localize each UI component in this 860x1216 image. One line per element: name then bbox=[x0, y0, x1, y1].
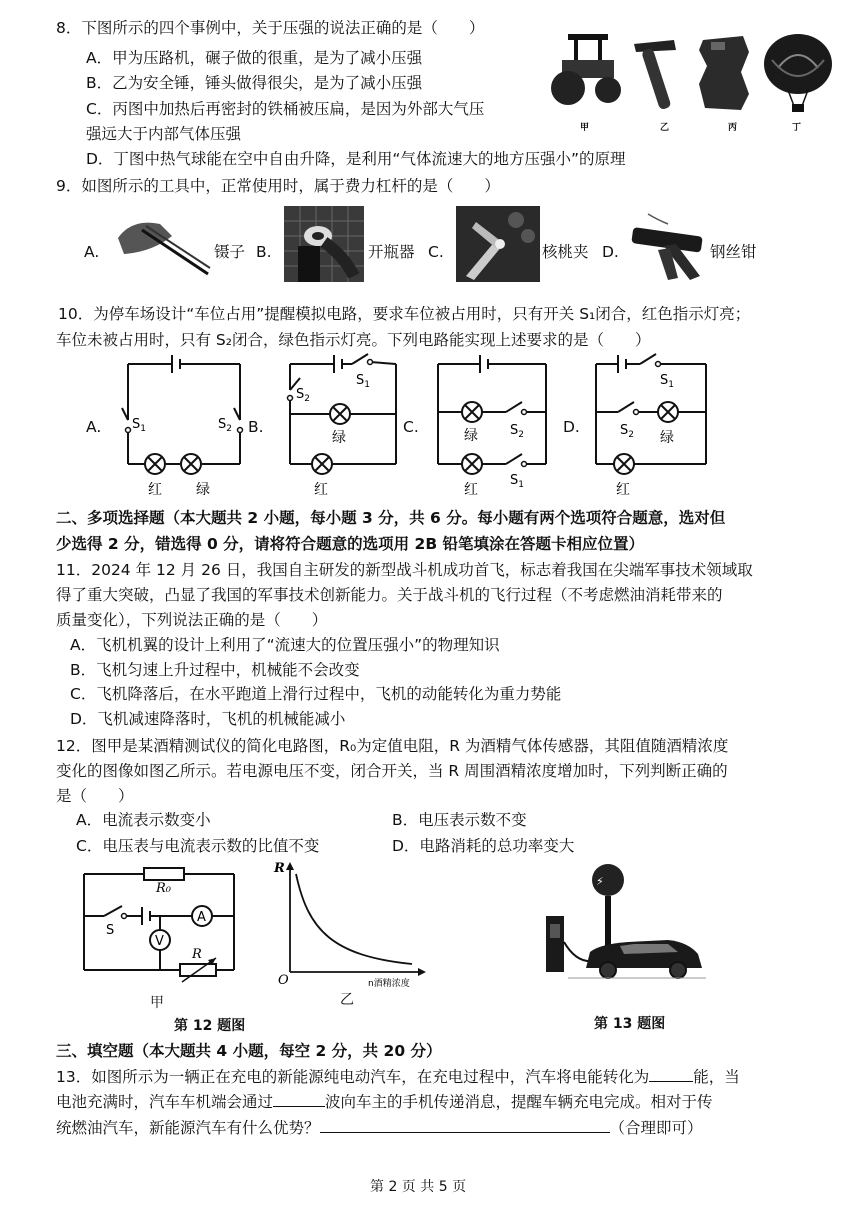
q9-option-a-label: 镊子 bbox=[214, 243, 246, 261]
q10-circuit-d-letter: D. bbox=[563, 418, 580, 436]
red-lamp-icon bbox=[462, 454, 482, 474]
switch-label: $S_1$ bbox=[132, 417, 146, 434]
red-lamp-icon bbox=[145, 454, 165, 474]
tweezers-image bbox=[112, 208, 212, 280]
nutcracker-image bbox=[456, 206, 540, 282]
section-3-heading: 三、填空题（本大题共 4 小题，每空 2 分，共 20 分） bbox=[56, 1042, 442, 1060]
q13-line-1 bbox=[56, 1066, 740, 1087]
q13-figure-caption: 第 13 题图 bbox=[594, 1016, 666, 1032]
safety-hammer-image bbox=[630, 38, 690, 114]
red-label: 红 bbox=[616, 482, 630, 498]
circuit-a-diagram bbox=[120, 350, 250, 500]
q12-option-b: B．电压表示数不变 bbox=[392, 811, 527, 829]
road-roller-image bbox=[548, 30, 624, 112]
q10-line-2: 车位未被占用时，只有 S₂闭合，绿色指示灯亮。下列电路能实现上述要求的是（ ） bbox=[56, 331, 651, 349]
green-lamp-icon bbox=[181, 454, 201, 474]
red-lamp-icon bbox=[614, 454, 634, 474]
bottle-opener-image bbox=[284, 206, 364, 282]
switch-label: $S_2$ bbox=[218, 417, 232, 434]
q11-line-1: 11．2024 年 12 月 26 日，我国自主研发的新型战斗机成功首飞，标志着我国在尖端军事技术领域取 bbox=[56, 561, 753, 579]
q13-line-2 bbox=[56, 1091, 713, 1112]
q9-option-d-label: 钢丝钳 bbox=[710, 243, 757, 261]
q13-line-1-tail: 能，当 bbox=[693, 1068, 740, 1086]
red-label: 红 bbox=[314, 482, 328, 498]
switch-label: $S_2$ bbox=[510, 423, 524, 440]
q9-option-a-letter: A. bbox=[84, 243, 100, 261]
q13-blank-2[interactable] bbox=[273, 1091, 325, 1107]
circuit-b-diagram bbox=[276, 350, 406, 500]
q11-line-3: 质量变化），下列说法正确的是（ ） bbox=[56, 611, 328, 629]
q10-circuit-c-letter: C. bbox=[403, 418, 419, 436]
q10-circuit-a-letter: A. bbox=[86, 418, 102, 436]
voltmeter-icon bbox=[150, 930, 170, 950]
green-lamp-icon bbox=[658, 402, 678, 422]
green-label: 绿 bbox=[332, 430, 346, 446]
q12-line-1: 12．图甲是某酒精测试仪的简化电路图，R₀为定值电阻，R 为酒精气体传感器，其阻值随酒精浓度 bbox=[56, 737, 729, 755]
switch-label: $S_1$ bbox=[510, 473, 524, 490]
q13-line-2-tail: 波向车主的手机传递消息，提醒车辆充电完成。相对于传 bbox=[325, 1093, 713, 1111]
q12-label-yi: 乙 bbox=[340, 992, 354, 1008]
svg-text:⚡: ⚡ bbox=[596, 875, 604, 888]
graph-y-label: R bbox=[274, 861, 285, 876]
ev-charging-image bbox=[538, 862, 708, 982]
wire-cutter-image bbox=[628, 206, 712, 282]
caption-jia: 甲 bbox=[580, 123, 590, 133]
q13-blank-1[interactable] bbox=[649, 1066, 693, 1082]
q9-option-b-letter: B. bbox=[256, 243, 272, 261]
q8-stem: 8．下图所示的四个事例中，关于压强的说法正确的是（ ） bbox=[56, 19, 485, 37]
circuit-d-diagram bbox=[588, 350, 718, 500]
caption-bing: 丙 bbox=[728, 123, 738, 133]
r-label: R bbox=[192, 947, 202, 962]
r0-label: R₀ bbox=[156, 881, 171, 896]
electric-car bbox=[586, 940, 702, 978]
svg-text:A: A bbox=[197, 910, 206, 925]
q12-line-2: 变化的图像如图乙所示。若电源电压不变，闭合开关，当 R 周围酒精浓度增加时，下列判断正确的 bbox=[56, 762, 728, 780]
circuit-c-diagram bbox=[428, 350, 558, 500]
q8-option-d: D．丁图中热气球能在空中自由升降，是利用“气体流速大的地方压强小”的原理 bbox=[86, 150, 626, 168]
caption-ding: 丁 bbox=[792, 123, 802, 133]
page-number: 第 2 页 共 5 页 bbox=[370, 1179, 467, 1195]
q13-line-3 bbox=[56, 1117, 703, 1138]
q11-option-d: D．飞机减速降落时，飞机的机械能减小 bbox=[70, 710, 346, 728]
q12-label-jia: 甲 bbox=[150, 995, 164, 1011]
green-label: 绿 bbox=[464, 428, 478, 444]
q13-line-3-text: 统燃油汽车，新能源汽车有什么优势？ bbox=[56, 1119, 320, 1137]
green-label: 绿 bbox=[660, 430, 674, 446]
red-label: 红 bbox=[148, 482, 162, 498]
q9-option-d-letter: D. bbox=[602, 243, 619, 261]
switch-label: $S_2$ bbox=[296, 387, 310, 404]
red-lamp-icon bbox=[312, 454, 332, 474]
q12-circuit-diagram bbox=[80, 862, 250, 992]
q8-option-c-cont: 强远大于内部气体压强 bbox=[86, 125, 242, 143]
q13-line-2-text: 电池充满时，汽车车机端会通过 bbox=[56, 1093, 274, 1111]
q12-figure-caption: 第 12 题图 bbox=[174, 1018, 246, 1034]
green-lamp-icon bbox=[330, 404, 350, 424]
q12-option-d: D．电路消耗的总功率变大 bbox=[392, 837, 575, 855]
q8-option-c: C．丙图中加热后再密封的铁桶被压扁，是因为外部大气压 bbox=[86, 100, 485, 118]
ammeter-icon bbox=[192, 906, 212, 926]
q13-line-1-text: 13．如图所示为一辆正在充电的新能源纯电动汽车，在充电过程中，汽车将电能转化为 bbox=[56, 1068, 650, 1086]
q10-line-1: 10．为停车场设计“车位占用”提醒模拟电路，要求车位被占用时，只有开关 S₁闭合，红色指示灯亮； bbox=[58, 305, 751, 323]
section-2-heading: 二、多项选择题（本大题共 2 小题，每小题 3 分，共 6 分。每小题有两个选项符合题意，选对但 bbox=[56, 509, 726, 527]
green-label: 绿 bbox=[196, 482, 210, 498]
q11-option-b: B．飞机匀速上升过程中，机械能不会改变 bbox=[70, 661, 360, 679]
graph-x-label: n酒精浓度 bbox=[368, 979, 410, 989]
q8-option-b: B．乙为安全锤，锤头做得很尖，是为了减小压强 bbox=[86, 74, 423, 92]
q9-stem: 9．如图所示的工具中，正常使用时，属于费力杠杆的是（ ） bbox=[56, 177, 500, 195]
q12-resistance-graph bbox=[272, 860, 432, 990]
q11-option-c: C．飞机降落后，在水平跑道上滑行过程中，飞机的动能转化为重力势能 bbox=[70, 685, 562, 703]
caption-yi: 乙 bbox=[660, 123, 670, 133]
switch-label: $S_1$ bbox=[660, 373, 674, 390]
hot-air-balloon-image bbox=[760, 32, 838, 116]
q9-option-c-letter: C. bbox=[428, 243, 444, 261]
section-2-heading-cont: 少选得 2 分，错选得 0 分，请将符合题意的选项用 2B 铅笔填涂在答题卡相应位置） bbox=[56, 535, 645, 553]
q10-circuit-b-letter: B. bbox=[248, 418, 264, 436]
q13-line-3-tail: （合理即可） bbox=[609, 1119, 703, 1137]
q12-option-a: A．电流表示数变小 bbox=[76, 811, 211, 829]
red-label: 红 bbox=[464, 482, 478, 498]
svg-text:V: V bbox=[155, 934, 164, 949]
q9-option-b-label: 开瓶器 bbox=[368, 243, 415, 261]
graph-origin-label: O bbox=[278, 973, 289, 988]
q13-blank-3[interactable] bbox=[320, 1117, 610, 1133]
crushed-barrel-image bbox=[695, 32, 755, 114]
switch-label: S bbox=[106, 923, 115, 938]
q12-option-c: C．电压表与电流表示数的比值不变 bbox=[76, 837, 320, 855]
q11-line-2: 得了重大突破，凸显了我国的军事技术创新能力。关于战斗机的飞行过程（不考虑燃油消耗带来的 bbox=[56, 586, 723, 604]
switch-label: $S_1$ bbox=[356, 373, 370, 390]
q8-option-a: A．甲为压路机，碾子做的很重，是为了减小压强 bbox=[86, 49, 423, 67]
q11-option-a: A．飞机机翼的设计上利用了“流速大的位置压强小”的物理知识 bbox=[70, 636, 500, 654]
q12-line-3: 是（ ） bbox=[56, 787, 134, 805]
q9-option-c-label: 核桃夹 bbox=[542, 243, 589, 261]
r0-resistor bbox=[144, 868, 184, 880]
switch-label: $S_2$ bbox=[620, 423, 634, 440]
green-lamp-icon bbox=[462, 402, 482, 422]
